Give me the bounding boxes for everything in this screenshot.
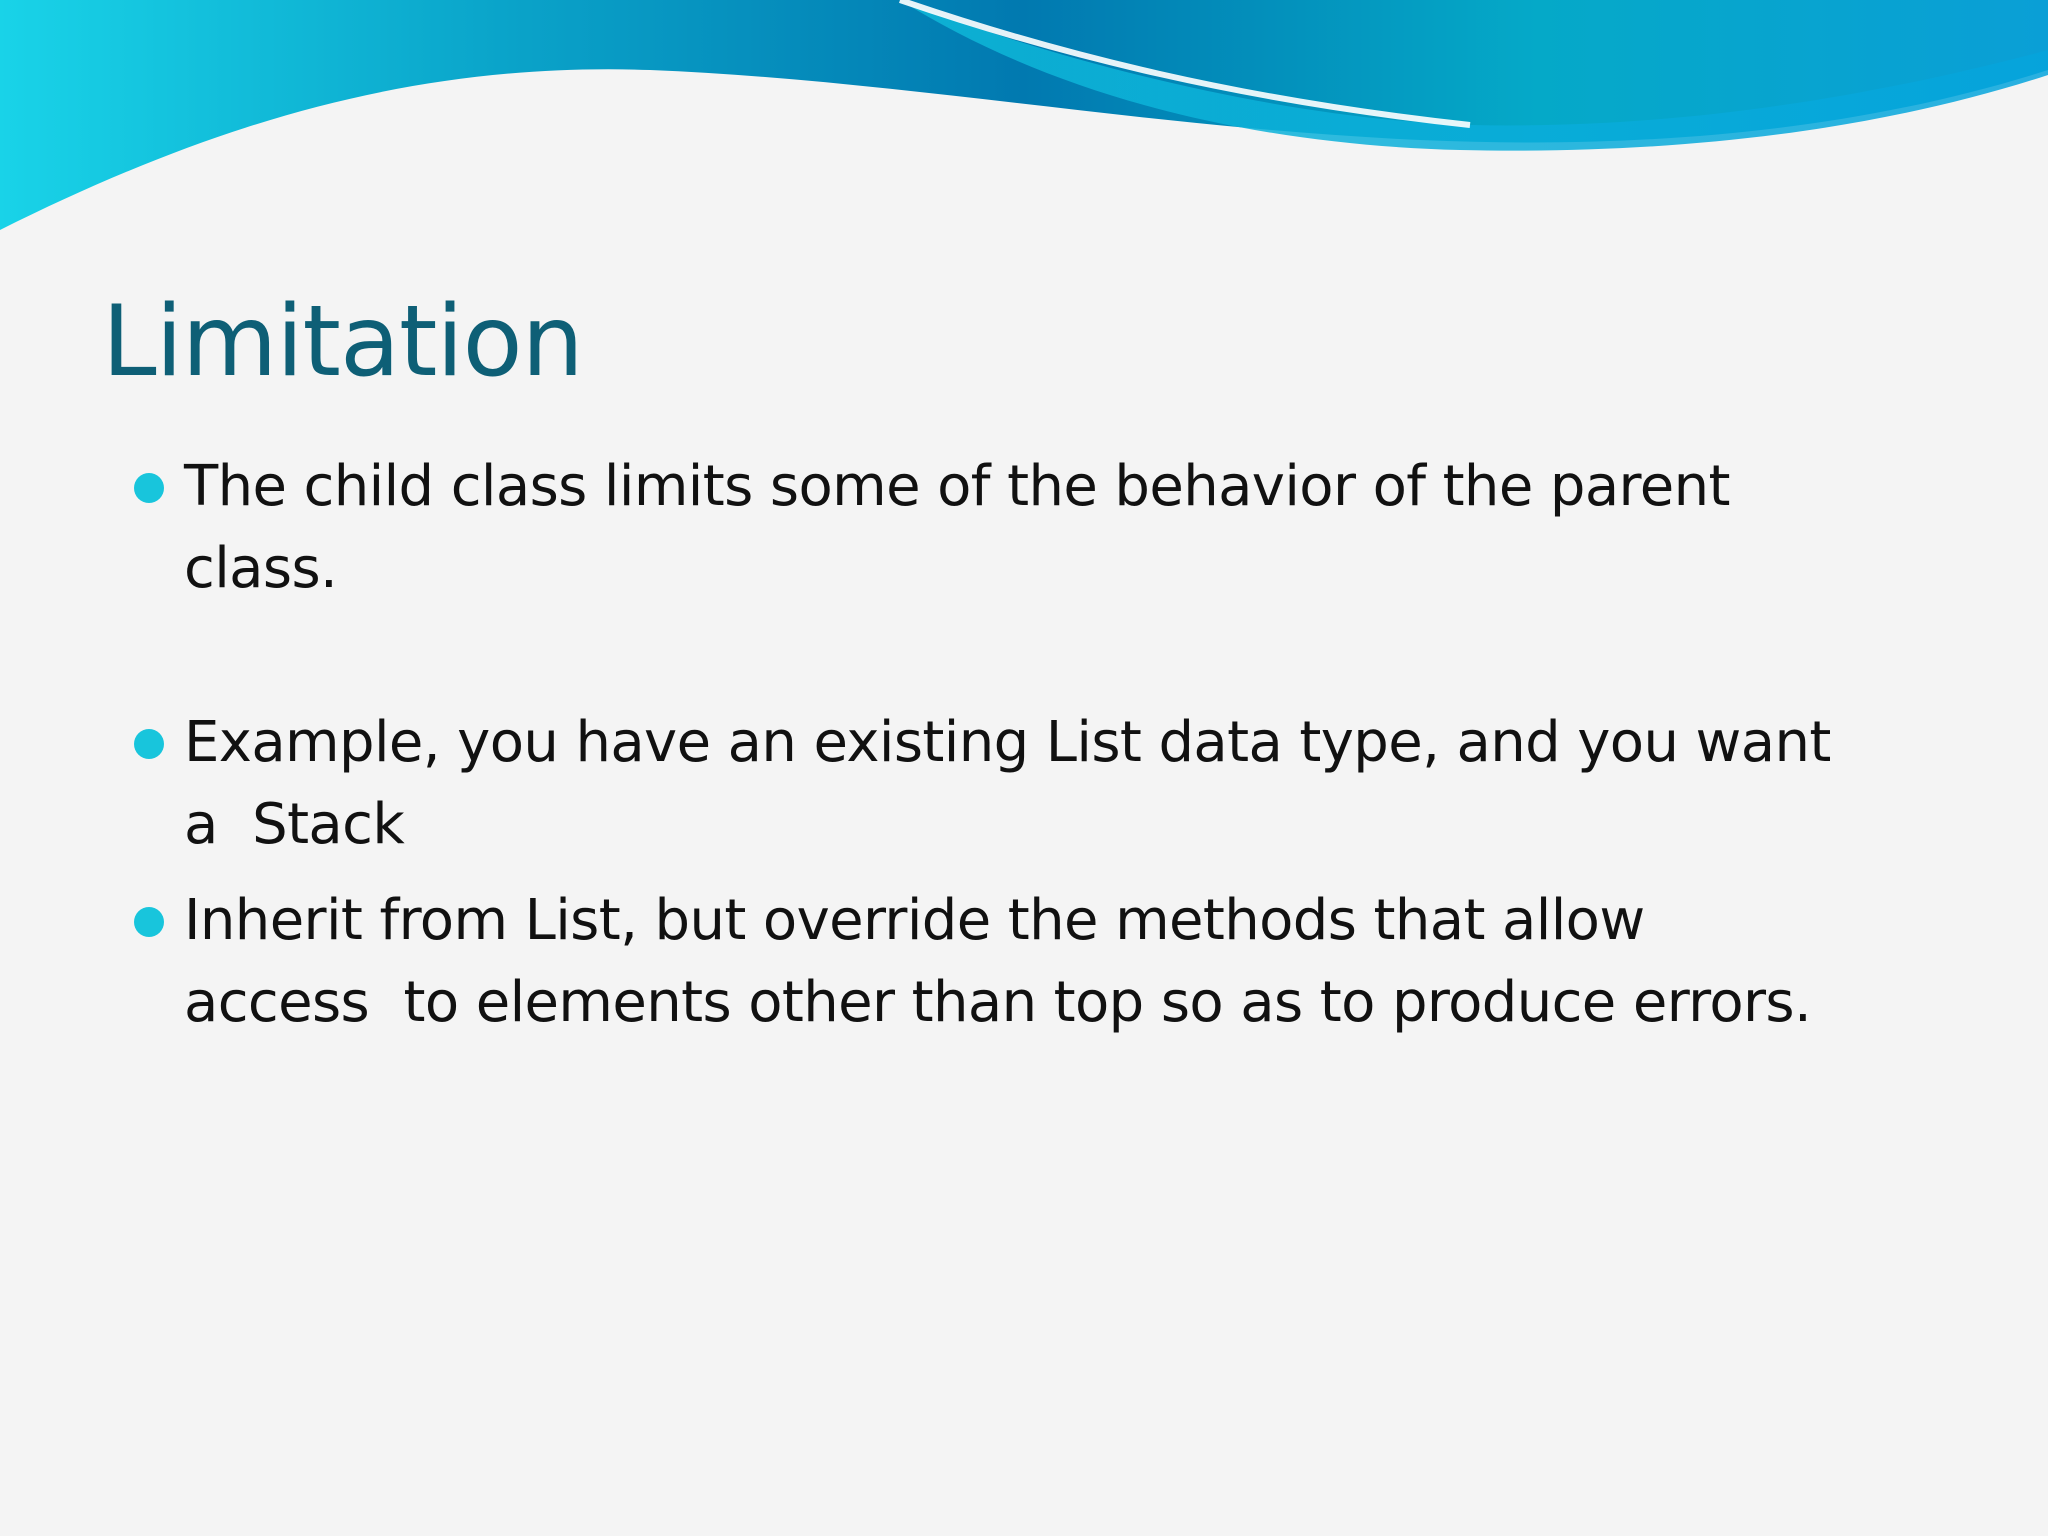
bullet-text: Inherit from List, but override the methods that allow access to elements other than top so as to produce errors. <box>184 888 1812 1035</box>
bullet-dot-icon <box>134 473 164 503</box>
bullet-text: The child class limits some of the behavior of the parent class. <box>184 454 1730 601</box>
bullet-dot-icon <box>134 907 164 937</box>
header-wave-decoration <box>0 0 2048 240</box>
bullet-text: Example, you have an existing List data type, and you want a Stack <box>184 710 1831 857</box>
bullet-item <box>134 880 1834 1044</box>
bullet-item <box>134 446 1834 610</box>
bullet-dot-icon <box>134 729 164 759</box>
bullet-list <box>134 446 1834 1044</box>
bullet-item <box>134 702 1834 866</box>
slide-title: Limitation <box>102 285 583 399</box>
